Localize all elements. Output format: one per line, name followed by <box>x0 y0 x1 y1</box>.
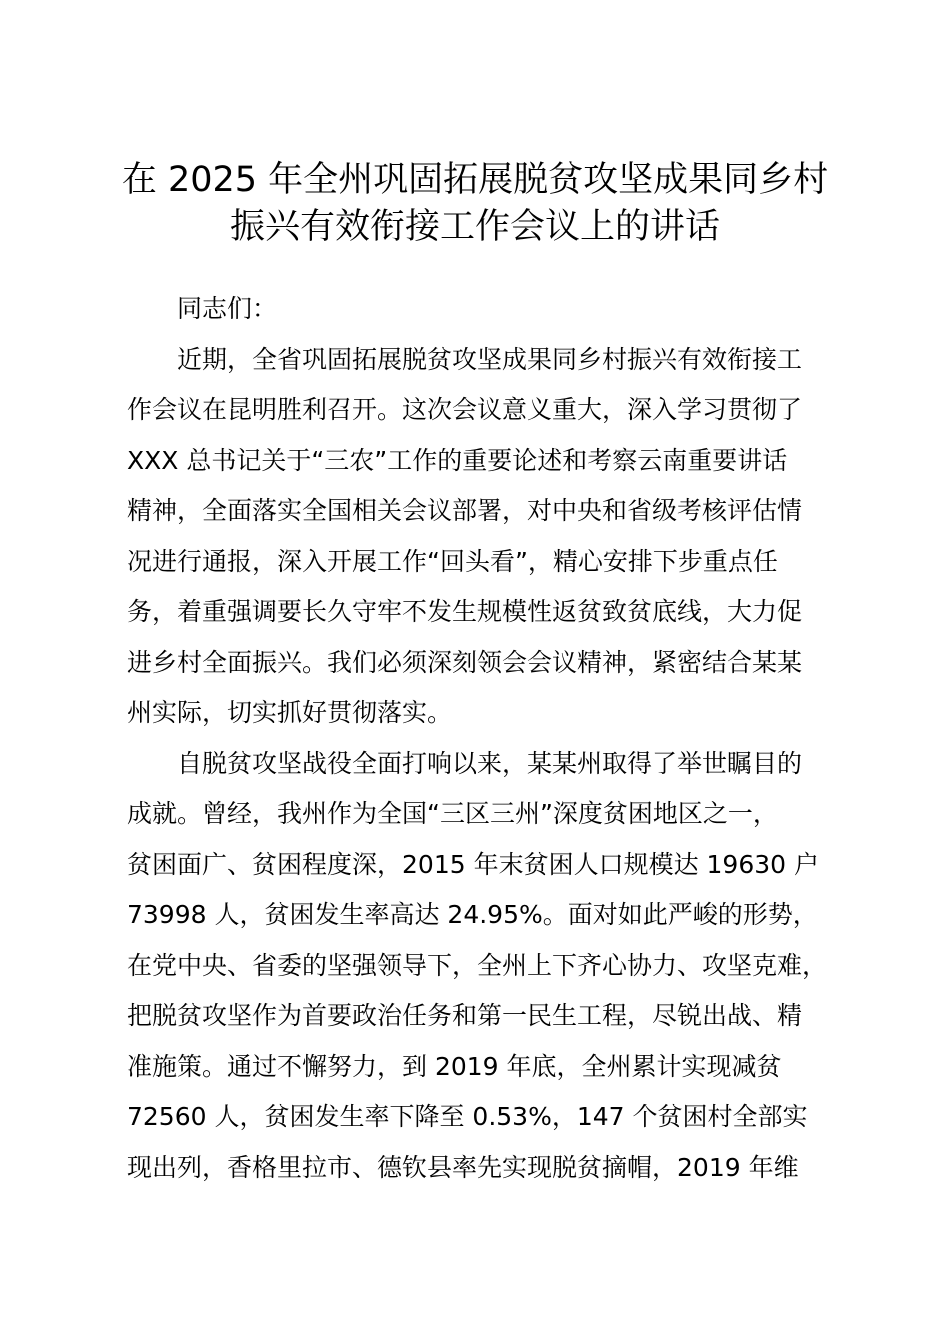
text-line: 精神，全面落实全国相关会议部署，对中央和省级考核评估情 <box>127 496 803 525</box>
document-title <box>100 157 850 251</box>
text-line: 作会议在昆明胜利召开。这次会议意义重大，深入学习贯彻了 <box>127 395 803 424</box>
text-line: 近期，全省巩固拓展脱贫攻坚成果同乡村振兴有效衔接工 <box>177 344 803 374</box>
text-line: 务，着重强调要长久守牢不发生规模性返贫致贫底线，大力促 <box>127 597 803 626</box>
text-line: 73998 人，贫困发生率高达 24.95%。面对如此严峻的形势， <box>127 900 818 929</box>
text-line: 把脱贫攻坚作为首要政治任务和第一民生工程，尽锐出战、精 <box>127 1001 803 1030</box>
text-line: XXX 总书记关于“三农”工作的重要论述和考察云南重要讲话 <box>127 445 788 475</box>
paragraph-1 <box>127 335 841 739</box>
text-line: 况进行通报，深入开展工作“回头看”，精心安排下步重点任 <box>127 546 778 576</box>
title-line: 在 2025 年全州巩固拓展脱贫攻坚成果同乡村 <box>121 160 829 200</box>
text-line: 贫困面广、贫困程度深，2015 年末贫困人口规模达 19630 户 <box>127 849 819 879</box>
text-line: 72560 人，贫困发生率下降至 0.53%，147 个贫困村全部实 <box>127 1102 808 1131</box>
text-line: 州实际，切实抓好贯彻落实。 <box>127 698 453 727</box>
salutation: 同志们： <box>177 294 278 323</box>
text-line: 准施策。通过不懈努力，到 2019 年底，全州累计实现减贫 <box>127 1051 782 1081</box>
text-line: 成就。曾经，我州作为全国“三区三州”深度贫困地区之一， <box>127 799 778 828</box>
text-line: 在党中央、省委的坚强领导下，全州上下齐心协力、攻坚克难， <box>127 950 828 980</box>
text-line: 自脱贫攻坚战役全面打响以来，某某州取得了举世瞩目的 <box>177 748 803 778</box>
document-body <box>127 284 841 1193</box>
text-line: 现出列，香格里拉市、德钦县率先实现脱贫摘帽，2019 年维 <box>127 1152 799 1182</box>
title-line: 振兴有效衔接工作会议上的讲话 <box>229 207 720 247</box>
paragraph-2 <box>127 739 841 1194</box>
text-line: 进乡村全面振兴。我们必须深刻领会会议精神，紧密结合某某 <box>127 647 803 677</box>
